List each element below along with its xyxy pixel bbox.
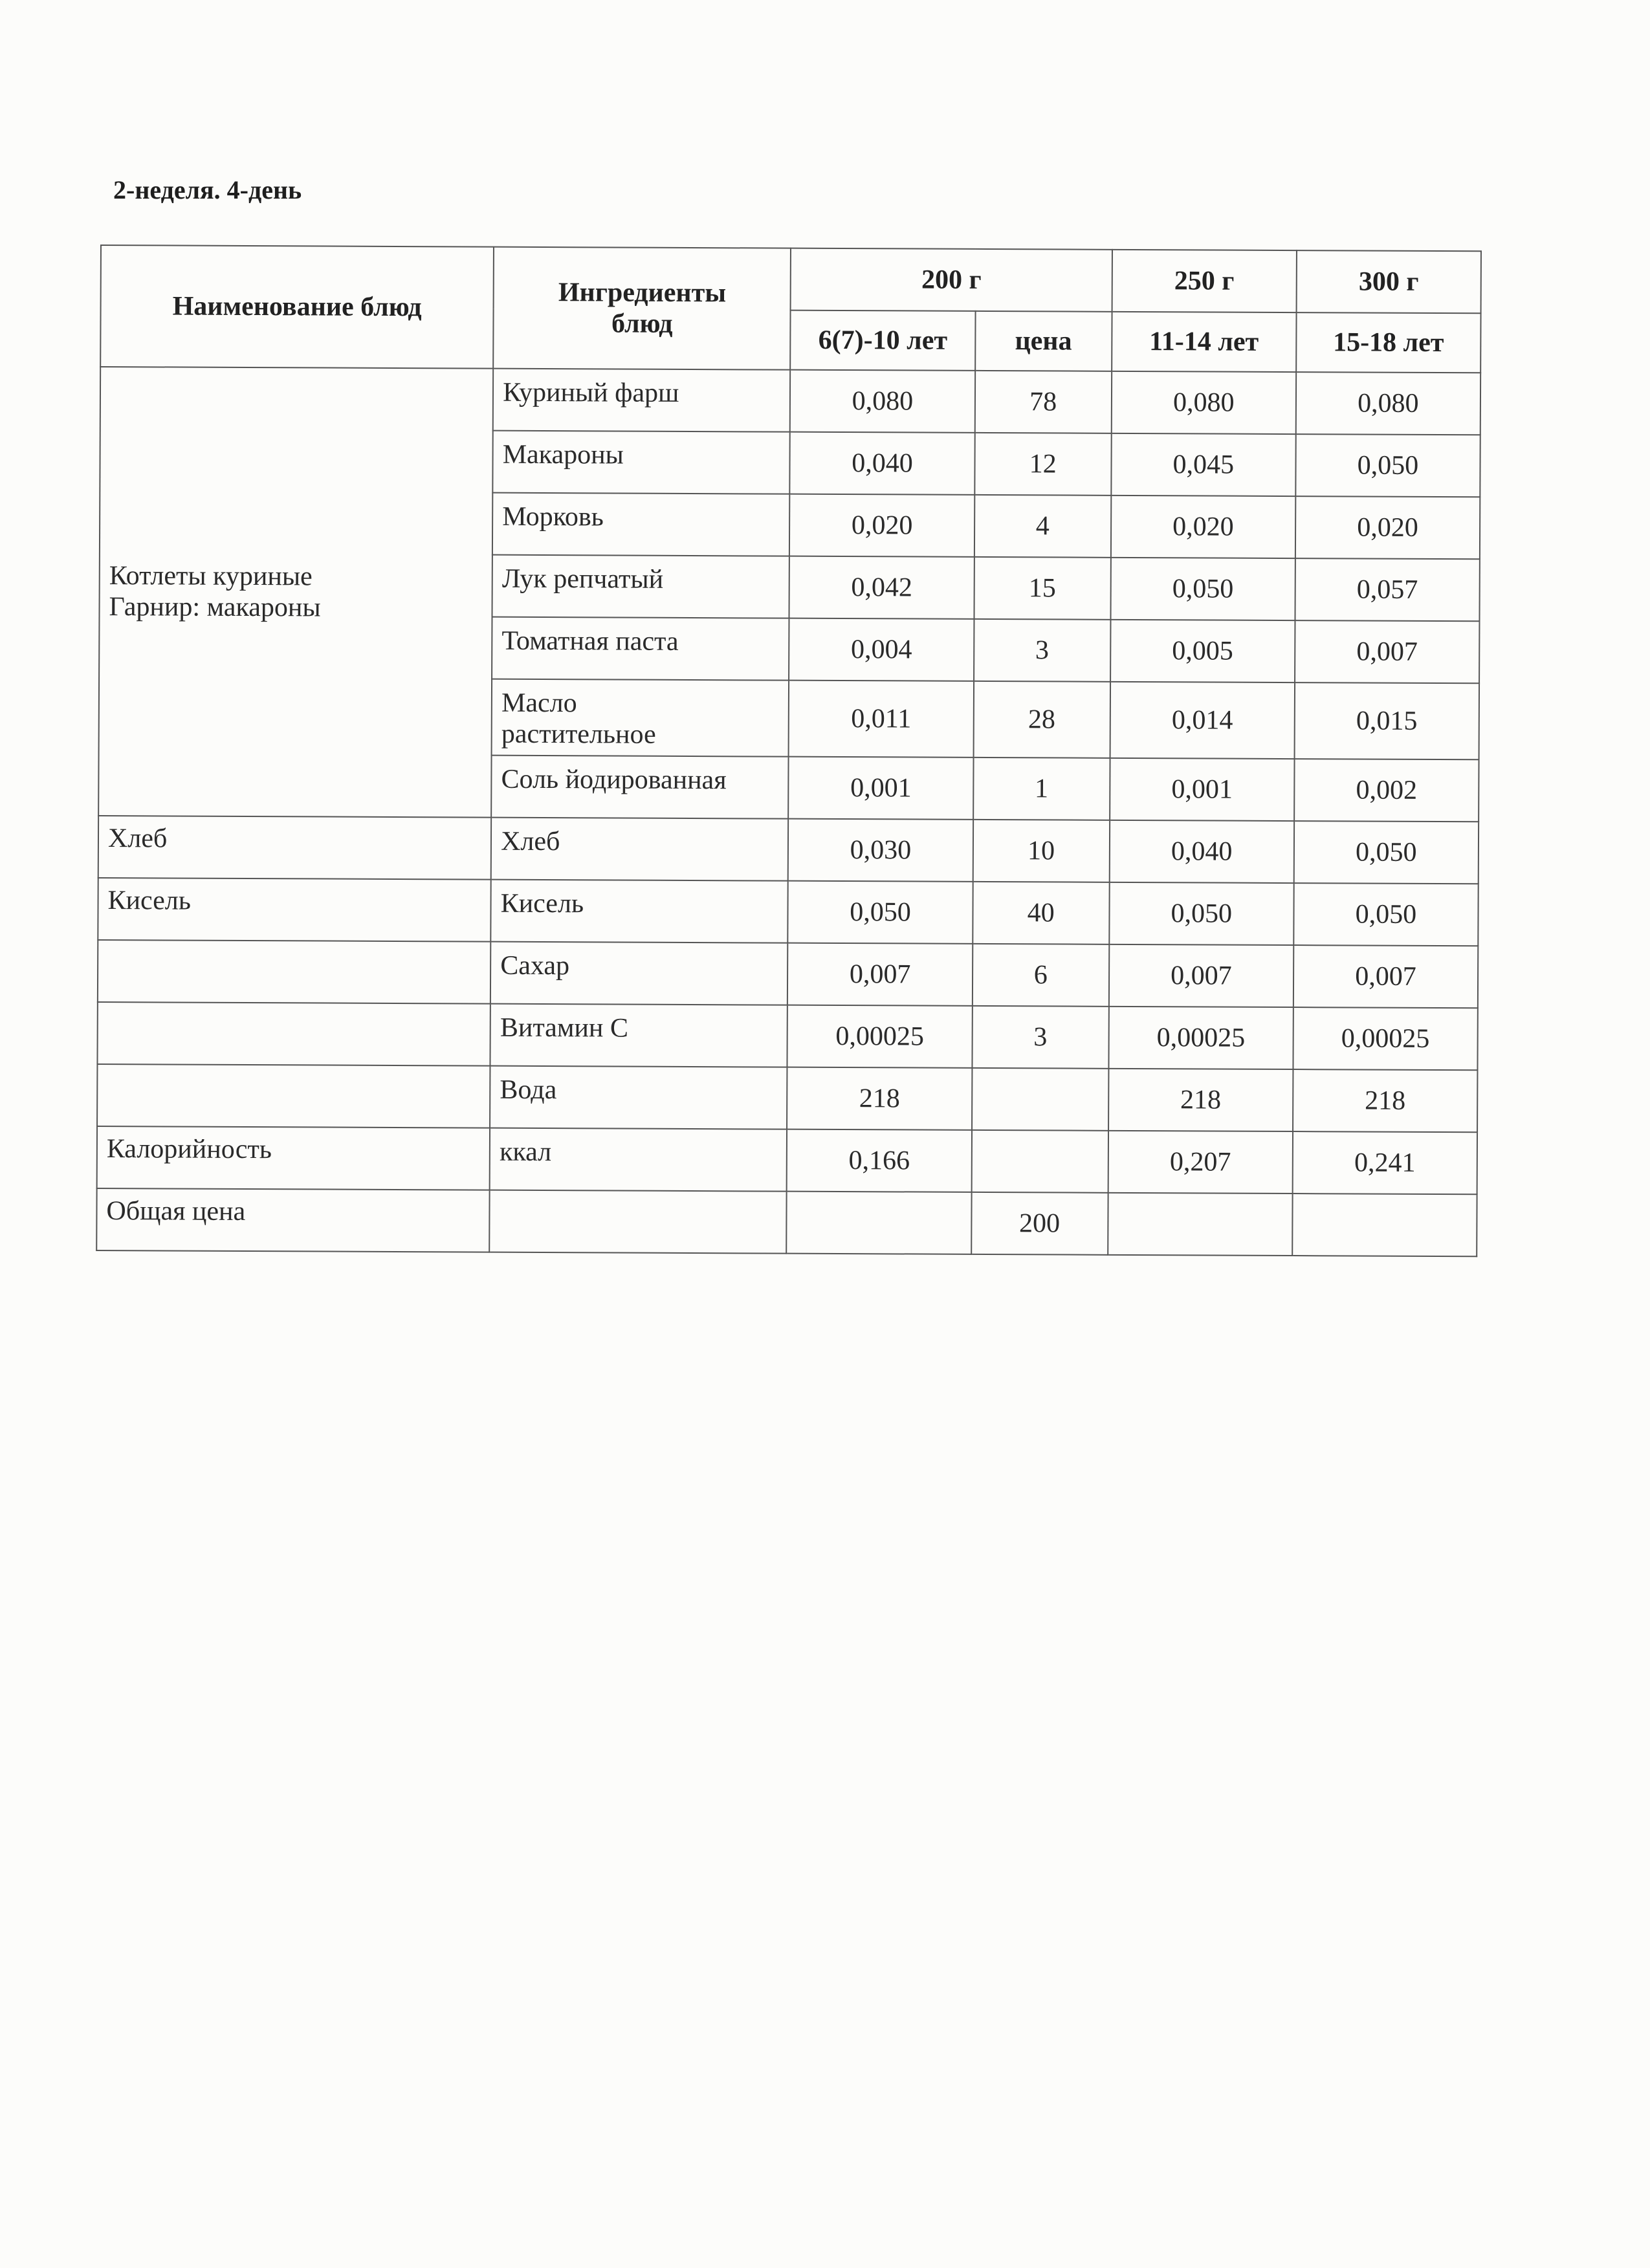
empty-dish-cell — [98, 940, 491, 1004]
total-empty-cell — [787, 1192, 972, 1254]
value-250g: 0,040 — [1109, 820, 1294, 883]
price-cell: 6 — [972, 944, 1109, 1007]
ingredient-cell: Витамин С — [490, 1004, 788, 1067]
ingredient-cell: Морковь — [492, 493, 790, 556]
ingredient-cell: Томатная паста — [492, 617, 789, 681]
table-row — [98, 940, 1478, 1008]
value-250g: 0,00025 — [1108, 1007, 1293, 1069]
header-row — [101, 245, 1481, 313]
dish-cutlets-line1: Котлеты куриные — [109, 561, 313, 592]
price-cell: 3 — [974, 619, 1111, 682]
header-200g: 200 г — [791, 248, 1112, 312]
page-title: 2-неделя. 4-день — [113, 175, 302, 204]
value-250g: 0,007 — [1109, 944, 1294, 1007]
calories-price-empty — [971, 1130, 1108, 1193]
total-label: Общая цена — [96, 1188, 490, 1252]
value-300g: 218 — [1293, 1069, 1478, 1132]
ingredient-cell: Кисель — [490, 880, 788, 943]
header-ingredients — [493, 247, 791, 370]
value-300g: 0,050 — [1294, 821, 1479, 884]
header-age-6-10: 6(7)-10 лет — [791, 311, 975, 371]
table-row — [97, 1002, 1477, 1070]
header-ingredients-line2: блюд — [611, 309, 673, 339]
value-300g: 0,080 — [1296, 372, 1481, 435]
value-200g: 0,007 — [787, 943, 973, 1006]
value-250g: 0,045 — [1111, 433, 1296, 496]
value-300g: 0,050 — [1295, 434, 1480, 497]
ingredient-cell — [492, 679, 789, 757]
header-ingredients-line1: Ингредиенты — [558, 278, 727, 309]
price-cell: 4 — [974, 495, 1111, 558]
value-200g: 0,042 — [789, 556, 974, 619]
dish-cutlets-line2: Гарнир: макароны — [109, 592, 321, 623]
value-300g: 0,00025 — [1293, 1007, 1478, 1070]
value-250g: 0,001 — [1110, 758, 1295, 821]
menu-table — [96, 245, 1482, 1257]
value-300g: 0,050 — [1293, 883, 1479, 946]
price-cell: 12 — [974, 433, 1112, 496]
ingredient-cell: Сахар — [490, 942, 788, 1005]
calories-250g: 0,207 — [1108, 1131, 1293, 1194]
table-row — [97, 1064, 1477, 1132]
value-250g: 0,050 — [1109, 882, 1294, 945]
price-cell: 40 — [973, 882, 1110, 944]
value-300g: 0,007 — [1295, 620, 1480, 683]
table-row — [98, 816, 1479, 884]
value-300g: 0,002 — [1294, 759, 1479, 822]
header-age-11-14: 11-14 лет — [1112, 312, 1296, 372]
value-200g: 0,040 — [790, 432, 975, 495]
ingredient-cell: Лук репчатый — [492, 555, 790, 618]
table-row — [98, 878, 1478, 946]
value-250g: 0,080 — [1112, 371, 1297, 434]
value-200g: 0,050 — [788, 881, 973, 944]
ingredient-cell: Куриный фарш — [493, 369, 791, 432]
value-300g: 0,015 — [1294, 682, 1479, 759]
header-price: цена — [975, 311, 1112, 371]
total-empty-cell — [1108, 1193, 1293, 1256]
value-300g: 0,057 — [1295, 558, 1480, 621]
value-200g: 218 — [787, 1067, 973, 1130]
ingredient-line2: растительное — [501, 719, 656, 750]
value-200g: 0,080 — [790, 370, 975, 433]
price-cell: 78 — [974, 371, 1112, 433]
dish-bread: Хлеб — [98, 816, 492, 880]
dish-cutlets — [98, 367, 493, 818]
value-200g: 0,011 — [789, 681, 974, 758]
value-250g: 0,050 — [1110, 558, 1295, 620]
calories-200g: 0,166 — [787, 1129, 972, 1192]
ingredient-cell: Вода — [490, 1066, 787, 1129]
value-200g: 0,00025 — [787, 1005, 973, 1068]
table-row — [100, 367, 1480, 435]
dish-kissel: Кисель — [98, 878, 491, 942]
price-cell: 15 — [974, 557, 1111, 620]
ingredient-cell: Хлеб — [491, 818, 789, 881]
header-age-15-18: 15-18 лет — [1296, 312, 1481, 373]
price-cell — [972, 1068, 1109, 1131]
total-empty-cell — [489, 1190, 787, 1254]
value-200g: 0,001 — [789, 757, 974, 820]
ingredient-cell: Соль йодированная — [491, 756, 789, 819]
ingredient-cell: Макароны — [492, 431, 790, 494]
header-300g: 300 г — [1296, 250, 1481, 313]
total-empty-cell — [1292, 1194, 1477, 1256]
calories-300g: 0,241 — [1292, 1131, 1477, 1194]
value-250g: 218 — [1108, 1069, 1293, 1131]
empty-dish-cell — [97, 1064, 490, 1128]
value-200g: 0,020 — [789, 494, 974, 557]
price-cell: 28 — [973, 681, 1110, 758]
header-dish: Наименование блюд — [100, 245, 494, 369]
value-250g: 0,005 — [1110, 620, 1295, 682]
value-250g: 0,014 — [1110, 682, 1295, 759]
price-cell: 10 — [973, 820, 1110, 882]
calories-row — [97, 1126, 1477, 1194]
value-250g: 0,020 — [1111, 496, 1296, 558]
header-250g: 250 г — [1112, 250, 1297, 312]
calories-label: Калорийность — [97, 1126, 490, 1190]
price-cell: 1 — [973, 758, 1110, 820]
price-cell: 3 — [972, 1006, 1109, 1069]
value-200g: 0,030 — [788, 819, 973, 882]
calories-unit: ккал — [490, 1128, 787, 1192]
ingredient-line1: Масло — [501, 688, 577, 719]
total-price: 200 — [971, 1192, 1108, 1255]
value-300g: 0,007 — [1293, 945, 1479, 1008]
empty-dish-cell — [97, 1002, 490, 1066]
total-row — [96, 1188, 1477, 1256]
value-300g: 0,020 — [1295, 496, 1480, 559]
value-200g: 0,004 — [789, 618, 974, 681]
